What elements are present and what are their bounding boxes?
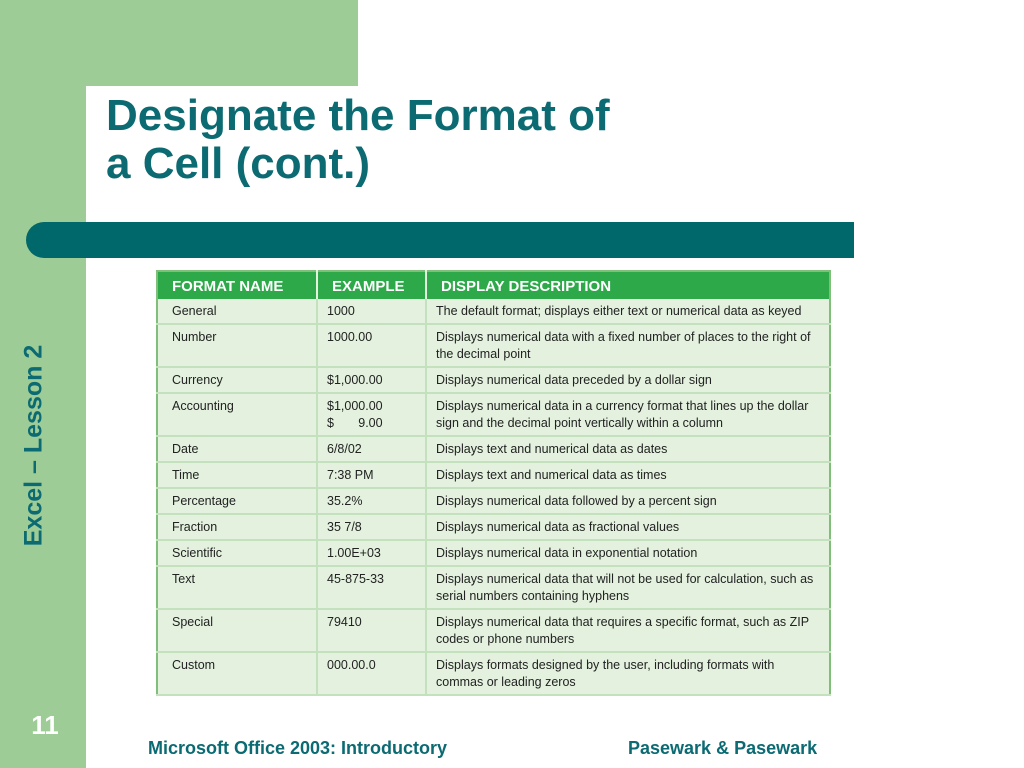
description-cell: Displays numerical data with a fixed number of places to the right of the decimal point bbox=[426, 324, 830, 367]
description-cell: Displays numerical data in a currency format that lines up the dollar sign and the decimal point vertically within a column bbox=[426, 393, 830, 436]
header-format-name: FORMAT NAME bbox=[157, 271, 317, 299]
format-name-cell: Date bbox=[157, 436, 317, 462]
example-cell: 79410 bbox=[317, 609, 426, 652]
lesson-side-label bbox=[4, 300, 64, 590]
page-number: 11 bbox=[31, 710, 59, 740]
table-row bbox=[157, 367, 830, 393]
format-name-cell: Special bbox=[157, 609, 317, 652]
footer-course: Microsoft Office 2003: Introductory bbox=[148, 738, 448, 758]
slide-title-line1: Designate the Format of bbox=[106, 91, 610, 140]
example-cell: $1,000.00 bbox=[317, 367, 426, 393]
description-cell: Displays text and numerical data as dates bbox=[426, 436, 830, 462]
description-cell: Displays numerical data in exponential notation bbox=[426, 540, 830, 566]
table-row bbox=[157, 436, 830, 462]
header-display-description: DISPLAY DESCRIPTION bbox=[426, 271, 830, 299]
description-cell: Displays formats designed by the user, including formats with commas or leading zeros bbox=[426, 652, 830, 695]
example-cell: $1,000.00 $ 9.00 bbox=[317, 393, 426, 436]
format-name-cell: General bbox=[157, 299, 317, 324]
format-name-cell: Accounting bbox=[157, 393, 317, 436]
example-cell: 1000.00 bbox=[317, 324, 426, 367]
table-row bbox=[157, 299, 830, 324]
example-cell: 1000 bbox=[317, 299, 426, 324]
format-name-cell: Fraction bbox=[157, 514, 317, 540]
table-header-row bbox=[157, 271, 830, 299]
table-body bbox=[157, 299, 830, 695]
table-row bbox=[157, 566, 830, 609]
header-example: EXAMPLE bbox=[317, 271, 426, 299]
description-cell: Displays numerical data followed by a percent sign bbox=[426, 488, 830, 514]
description-cell: Displays numerical data as fractional values bbox=[426, 514, 830, 540]
format-name-cell: Number bbox=[157, 324, 317, 367]
description-cell: Displays text and numerical data as times bbox=[426, 462, 830, 488]
example-cell: 6/8/02 bbox=[317, 436, 426, 462]
top-band bbox=[0, 0, 358, 86]
slide-title bbox=[106, 92, 746, 188]
description-cell: Displays numerical data that will not be used for calculation, such as serial numbers containing hyphens bbox=[426, 566, 830, 609]
table-row bbox=[157, 514, 830, 540]
table-row bbox=[157, 462, 830, 488]
format-table bbox=[156, 270, 831, 696]
format-name-cell: Percentage bbox=[157, 488, 317, 514]
format-name-cell: Text bbox=[157, 566, 317, 609]
format-name-cell: Time bbox=[157, 462, 317, 488]
example-cell: 35.2% bbox=[317, 488, 426, 514]
table-row bbox=[157, 609, 830, 652]
table-row bbox=[157, 488, 830, 514]
example-cell: 000.00.0 bbox=[317, 652, 426, 695]
title-rule-bar bbox=[26, 222, 854, 258]
footer-authors: Pasewark & Pasewark bbox=[628, 738, 818, 758]
lesson-side-label-text: Excel – Lesson 2 bbox=[19, 344, 48, 546]
format-name-cell: Scientific bbox=[157, 540, 317, 566]
table-row bbox=[157, 652, 830, 695]
format-name-cell: Currency bbox=[157, 367, 317, 393]
format-name-cell: Custom bbox=[157, 652, 317, 695]
table-row bbox=[157, 393, 830, 436]
table-row bbox=[157, 324, 830, 367]
description-cell: The default format; displays either text or numerical data as keyed bbox=[426, 299, 830, 324]
description-cell: Displays numerical data that requires a specific format, such as ZIP codes or phone numbers bbox=[426, 609, 830, 652]
slide-title-line2: a Cell (cont.) bbox=[106, 139, 371, 188]
table-row bbox=[157, 540, 830, 566]
description-cell: Displays numerical data preceded by a dollar sign bbox=[426, 367, 830, 393]
example-cell: 7:38 PM bbox=[317, 462, 426, 488]
example-cell: 1.00E+03 bbox=[317, 540, 426, 566]
example-cell: 45-875-33 bbox=[317, 566, 426, 609]
example-cell: 35 7/8 bbox=[317, 514, 426, 540]
